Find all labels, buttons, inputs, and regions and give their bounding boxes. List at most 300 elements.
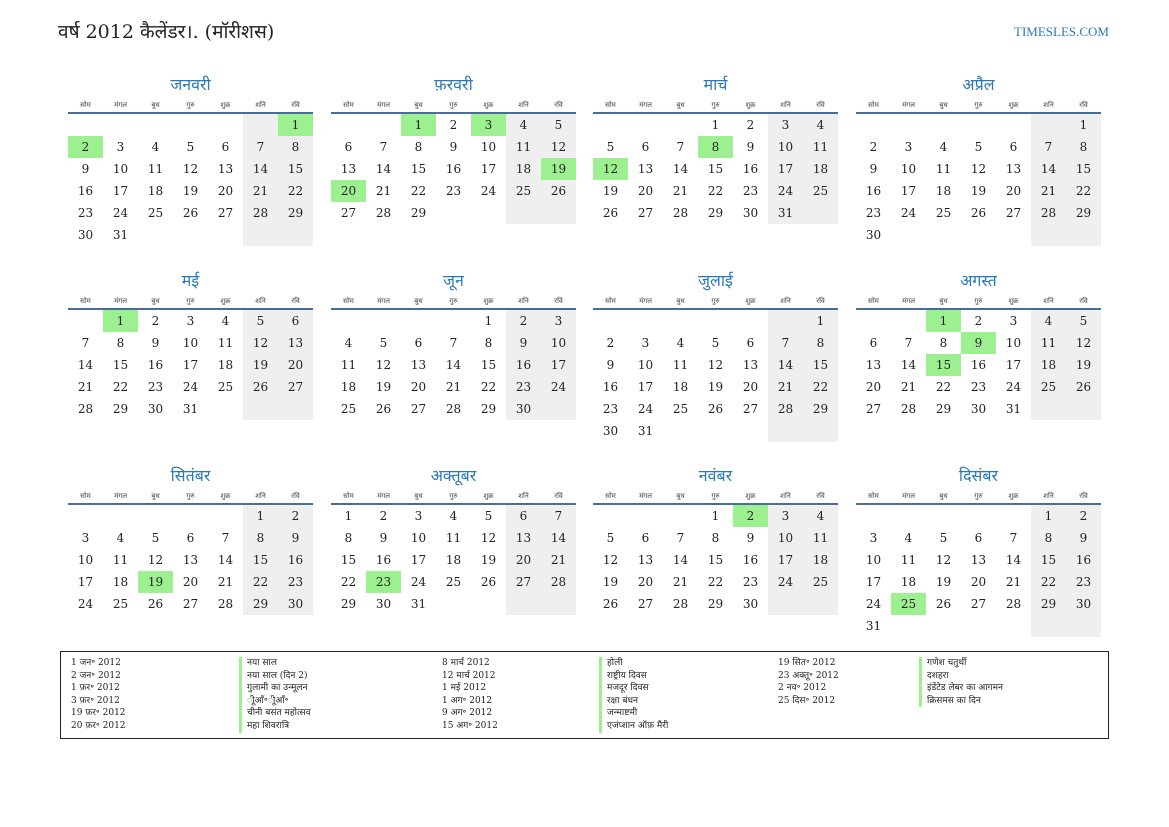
day-cell: 4: [506, 114, 541, 136]
weekday-label: सोम: [343, 297, 354, 305]
day-cell: 11: [672, 358, 689, 372]
day-cell: 24: [410, 575, 427, 589]
day-cell: 9: [961, 332, 996, 354]
day-cell: 20: [970, 575, 987, 589]
day-cell: 25: [147, 206, 164, 220]
weekday-label: शुक्र: [1008, 492, 1019, 500]
day-cell: 12: [243, 332, 278, 354]
day-cell: 31: [768, 202, 803, 224]
day-cell: 8: [803, 332, 838, 354]
weekday-label: गुरु: [711, 101, 720, 109]
day-cell: 19: [602, 184, 619, 198]
day-grid: [856, 310, 1101, 420]
day-cell: 30: [278, 593, 313, 615]
day-cell: 6: [344, 140, 353, 154]
day-cell: 13: [1005, 162, 1022, 176]
day-cell: 3: [541, 310, 576, 332]
day-cell: 1: [484, 314, 493, 328]
day-cell: 26: [480, 575, 497, 589]
day-cell: 20: [410, 380, 427, 394]
day-cell: 18: [445, 553, 462, 567]
day-cell: 16: [278, 549, 313, 571]
day-cell: 4: [803, 114, 838, 136]
day-cell: 21: [672, 184, 689, 198]
day-cell: 12: [602, 553, 619, 567]
day-cell-empty: [663, 114, 698, 136]
day-cell: 24: [1005, 380, 1022, 394]
day-cell: 16: [506, 354, 541, 376]
day-cell: 6: [974, 531, 983, 545]
day-cell: 4: [449, 509, 458, 523]
day-cell: 30: [865, 228, 882, 242]
day-cell-empty: [243, 398, 278, 420]
day-cell: 7: [768, 332, 803, 354]
month-name: जुलाई: [698, 271, 733, 290]
day-cell: 24: [182, 380, 199, 394]
day-cell-empty: [1066, 615, 1101, 637]
holiday-name: नया साल: [239, 657, 311, 670]
day-cell-empty: [138, 224, 173, 246]
day-cell: 31: [1005, 402, 1022, 416]
month-name: सितंबर: [170, 466, 211, 485]
day-cell: 15: [1066, 158, 1101, 180]
day-cell: 17: [182, 358, 199, 372]
day-cell: 14: [445, 358, 462, 372]
day-cell: 17: [112, 184, 129, 198]
day-cell: 20: [331, 180, 366, 202]
day-cell: 10: [1005, 336, 1022, 350]
day-cell-empty: [628, 114, 663, 136]
day-cell: 21: [217, 575, 234, 589]
day-cell: 6: [414, 336, 423, 350]
day-cell: 1: [711, 509, 720, 523]
holiday-date: 1 जन॰ 2012: [71, 658, 121, 668]
month-12: [856, 463, 1101, 637]
holiday-name: जन्माष्टमी: [599, 707, 668, 720]
day-cell-empty: [593, 310, 628, 332]
day-cell: 13: [637, 553, 654, 567]
weekday-label: गुरु: [711, 492, 720, 500]
day-cell: 31: [637, 424, 654, 438]
day-cell-empty: [68, 505, 103, 527]
day-cell: 10: [480, 140, 497, 154]
weekday-label: रवि: [554, 101, 563, 109]
day-grid: [68, 505, 313, 615]
day-cell-empty: [208, 114, 243, 136]
day-cell: 25: [672, 402, 689, 416]
day-cell: 16: [77, 184, 94, 198]
day-cell-empty: [768, 420, 803, 442]
day-cell: 10: [768, 527, 803, 549]
day-cell: 27: [637, 206, 654, 220]
holiday-list: [60, 651, 1109, 739]
day-cell: 1: [1031, 505, 1066, 527]
day-cell: 6: [746, 336, 755, 350]
day-grid: [331, 310, 576, 420]
day-cell: 28: [1005, 597, 1022, 611]
day-cell-empty: [961, 114, 996, 136]
day-cell: 5: [151, 531, 160, 545]
weekday-label: मंगल: [902, 492, 915, 500]
day-cell: 18: [112, 575, 129, 589]
holiday-name: महा शिवरात्रि: [239, 720, 311, 733]
day-grid: [856, 505, 1101, 637]
day-cell: 23: [742, 184, 759, 198]
day-cell: 24: [77, 597, 94, 611]
weekday-label: गुरु: [449, 101, 458, 109]
day-cell: 26: [707, 402, 724, 416]
site-link[interactable]: TIMESLES.COM: [1014, 24, 1109, 39]
day-cell-empty: [628, 310, 663, 332]
day-cell: 4: [151, 140, 160, 154]
day-cell: 31: [865, 619, 882, 633]
month-name: दिसंबर: [958, 466, 999, 485]
day-cell: 8: [344, 531, 353, 545]
holiday-date: 15 अग॰ 2012: [442, 720, 498, 731]
day-cell: 3: [186, 314, 195, 328]
holiday-date: 25 दिस॰ 2012: [778, 695, 836, 706]
day-cell: 20: [217, 184, 234, 198]
day-cell: 12: [970, 162, 987, 176]
day-cell-empty: [331, 310, 366, 332]
day-cell: 19: [707, 380, 724, 394]
day-cell: 10: [900, 162, 917, 176]
day-cell-empty: [401, 310, 436, 332]
day-cell-empty: [891, 310, 926, 332]
month-name: मार्च: [703, 75, 728, 94]
day-cell: 18: [340, 380, 357, 394]
day-cell-empty: [541, 593, 576, 615]
day-cell: 21: [1031, 180, 1066, 202]
day-cell: 13: [217, 162, 234, 176]
day-cell: 25: [1031, 376, 1066, 398]
day-cell: 10: [637, 358, 654, 372]
day-cell: 17: [865, 575, 882, 589]
weekday-label: बुध: [414, 297, 423, 305]
day-cell: 7: [81, 336, 90, 350]
weekday-label: बुध: [676, 101, 685, 109]
day-cell: 8: [1066, 136, 1101, 158]
day-cell: 7: [904, 336, 913, 350]
weekday-label: रवि: [816, 492, 825, 500]
day-cell-empty: [471, 202, 506, 224]
day-cell-empty: [996, 505, 1031, 527]
day-grid: [68, 114, 313, 246]
day-cell-empty: [663, 310, 698, 332]
weekday-label: गुरु: [186, 297, 195, 305]
month-4: [856, 72, 1101, 246]
weekday-label: बुध: [939, 101, 948, 109]
weekday-label: बुध: [414, 492, 423, 500]
day-cell: 23: [506, 376, 541, 398]
day-cell: 9: [1066, 527, 1101, 549]
day-cell: 14: [217, 553, 234, 567]
day-cell: 10: [768, 136, 803, 158]
day-cell: 8: [278, 136, 313, 158]
weekday-label: रवि: [554, 297, 563, 305]
day-cell: 26: [602, 597, 619, 611]
day-cell: 17: [637, 380, 654, 394]
day-cell: 7: [449, 336, 458, 350]
day-cell: 10: [112, 162, 129, 176]
day-cell: 27: [217, 206, 234, 220]
day-cell: 30: [375, 597, 392, 611]
day-cell: 3: [768, 114, 803, 136]
holiday-name: एजंप्शान ऑफ़ मैरी: [599, 720, 668, 733]
day-cell: 24: [900, 206, 917, 220]
day-cell-empty: [103, 505, 138, 527]
day-cell: 22: [410, 184, 427, 198]
day-cell: 21: [375, 184, 392, 198]
day-cell-empty: [926, 114, 961, 136]
day-cell-empty: [926, 224, 961, 246]
weekday-label: सोम: [605, 101, 616, 109]
day-cell: 9: [746, 531, 755, 545]
weekday-label: मंगल: [114, 492, 127, 500]
day-cell: 9: [746, 140, 755, 154]
day-cell-empty: [366, 310, 401, 332]
weekday-label: शुक्र: [1008, 297, 1019, 305]
weekday-header: [331, 489, 576, 505]
day-cell: 24: [768, 180, 803, 202]
day-cell: 2: [68, 136, 103, 158]
day-cell: 18: [803, 158, 838, 180]
weekday-label: गुरु: [974, 297, 983, 305]
day-cell-empty: [803, 420, 838, 442]
day-cell: 26: [970, 206, 987, 220]
day-cell: 7: [243, 136, 278, 158]
day-cell: 11: [112, 553, 129, 567]
day-cell: 12: [1066, 332, 1101, 354]
day-cell: 12: [182, 162, 199, 176]
day-cell: 24: [480, 184, 497, 198]
day-cell: 18: [803, 549, 838, 571]
day-cell: 8: [939, 336, 948, 350]
day-cell: 19: [541, 158, 576, 180]
day-cell: 3: [1009, 314, 1018, 328]
holiday-name: गणेश चतुर्थी: [919, 657, 1003, 670]
holiday-date: 9 अग॰ 2012: [442, 708, 493, 719]
day-cell: 24: [541, 376, 576, 398]
weekday-label: शनि: [255, 492, 266, 500]
day-cell: 27: [970, 597, 987, 611]
day-cell: 16: [742, 162, 759, 176]
day-grid: [331, 505, 576, 615]
page-title: वर्ष 2012 कैलेंडर।. (मॉरीशस): [58, 21, 275, 43]
month-2: [331, 72, 576, 224]
holiday-date: 8 मार्च 2012: [442, 658, 490, 668]
day-cell: 20: [742, 380, 759, 394]
day-cell: 29: [340, 597, 357, 611]
day-cell: 19: [138, 571, 173, 593]
day-cell: 30: [742, 597, 759, 611]
day-cell: 26: [935, 597, 952, 611]
day-cell: 28: [1031, 202, 1066, 224]
day-cell: 29: [935, 402, 952, 416]
day-cell-empty: [138, 505, 173, 527]
day-cell: 22: [707, 575, 724, 589]
day-cell: 31: [112, 228, 129, 242]
day-cell: 20: [278, 354, 313, 376]
day-cell: 2: [506, 310, 541, 332]
day-cell: 15: [112, 358, 129, 372]
day-cell-empty: [891, 505, 926, 527]
holiday-names-col-2: [599, 657, 668, 733]
day-cell: 19: [935, 575, 952, 589]
weekday-label: रवि: [816, 101, 825, 109]
day-cell: 13: [278, 332, 313, 354]
day-cell: 6: [506, 505, 541, 527]
day-cell: 14: [900, 358, 917, 372]
day-cell-empty: [891, 114, 926, 136]
day-cell: 2: [746, 118, 755, 132]
day-cell: 29: [1031, 593, 1066, 615]
day-cell: 18: [506, 158, 541, 180]
day-cell-empty: [733, 310, 768, 332]
holiday-name: होली: [599, 657, 668, 670]
weekday-label: शुक्र: [745, 492, 756, 500]
day-cell-empty: [768, 310, 803, 332]
day-cell: 25: [803, 180, 838, 202]
day-cell: 9: [81, 162, 90, 176]
month-1: [68, 72, 313, 246]
day-cell: 23: [1066, 571, 1101, 593]
weekday-label: बुध: [676, 297, 685, 305]
day-cell: 11: [900, 553, 917, 567]
day-cell: 14: [77, 358, 94, 372]
holiday-date: 19 फ़र॰ 2012: [71, 708, 126, 719]
month-8: [856, 268, 1101, 420]
day-cell: 23: [602, 402, 619, 416]
weekday-label: सोम: [80, 492, 91, 500]
day-cell-empty: [68, 114, 103, 136]
weekday-label: शनि: [518, 492, 529, 500]
holiday-names-col-1: [239, 657, 311, 733]
day-cell: 27: [637, 597, 654, 611]
day-cell: 31: [410, 597, 427, 611]
day-cell-empty: [1031, 615, 1066, 637]
day-grid: [856, 114, 1101, 246]
weekday-label: सोम: [868, 101, 879, 109]
weekday-label: गुरु: [449, 297, 458, 305]
day-cell: 9: [506, 332, 541, 354]
weekday-header: [593, 489, 838, 505]
holiday-name: दशहरा: [919, 670, 1003, 683]
day-cell: 17: [768, 549, 803, 571]
weekday-label: रवि: [554, 492, 563, 500]
day-cell: 28: [768, 398, 803, 420]
day-cell: 1: [926, 310, 961, 332]
weekday-header: [593, 98, 838, 114]
month-7: [593, 268, 838, 442]
weekday-label: सोम: [605, 297, 616, 305]
day-cell-empty: [278, 398, 313, 420]
day-cell: 11: [935, 162, 952, 176]
day-cell: 25: [506, 180, 541, 202]
day-cell: 10: [77, 553, 94, 567]
day-cell: 29: [278, 202, 313, 224]
day-cell: 11: [803, 527, 838, 549]
day-cell-empty: [208, 398, 243, 420]
day-cell: 13: [742, 358, 759, 372]
weekday-label: सोम: [80, 297, 91, 305]
day-cell: 13: [410, 358, 427, 372]
day-cell: 30: [742, 206, 759, 220]
day-cell-empty: [803, 202, 838, 224]
day-cell: 16: [865, 184, 882, 198]
day-cell: 15: [278, 158, 313, 180]
day-cell-empty: [593, 114, 628, 136]
day-cell: 2: [151, 314, 160, 328]
day-cell: 11: [803, 136, 838, 158]
day-cell: 15: [340, 553, 357, 567]
day-cell-empty: [278, 224, 313, 246]
day-cell: 28: [541, 571, 576, 593]
day-cell: 21: [768, 376, 803, 398]
weekday-label: गुरु: [974, 492, 983, 500]
weekday-label: शुक्र: [745, 101, 756, 109]
weekday-label: बुध: [939, 297, 948, 305]
month-9: [68, 463, 313, 615]
day-cell: 17: [480, 162, 497, 176]
weekday-label: शुक्र: [220, 492, 231, 500]
weekday-label: रवि: [291, 492, 300, 500]
day-cell: 15: [803, 354, 838, 376]
day-cell: 3: [869, 531, 878, 545]
day-cell: 28: [445, 402, 462, 416]
weekday-label: शनि: [780, 492, 791, 500]
weekday-header: [856, 294, 1101, 310]
weekday-label: बुध: [676, 492, 685, 500]
day-cell: 26: [602, 206, 619, 220]
holiday-name: क्रिसमस का दिन: [919, 695, 1003, 708]
day-cell: 11: [506, 136, 541, 158]
day-grid: [593, 114, 838, 224]
day-cell-empty: [803, 593, 838, 615]
month-3: [593, 72, 838, 224]
day-cell: 3: [414, 509, 423, 523]
day-cell-empty: [243, 224, 278, 246]
day-cell: 5: [186, 140, 195, 154]
day-cell-empty: [173, 505, 208, 527]
day-cell: 19: [243, 354, 278, 376]
day-cell: 15: [410, 162, 427, 176]
day-cell-empty: [506, 593, 541, 615]
day-cell: 11: [217, 336, 234, 350]
holiday-dates-col-1: [71, 657, 126, 733]
day-cell: 7: [541, 505, 576, 527]
day-cell: 4: [116, 531, 125, 545]
weekday-label: बुध: [414, 101, 423, 109]
day-cell: 16: [375, 553, 392, 567]
day-cell: 6: [641, 140, 650, 154]
month-name: अप्रैल: [962, 75, 995, 94]
day-cell: 10: [541, 332, 576, 354]
day-cell: 7: [1009, 531, 1018, 545]
day-cell: 1: [803, 310, 838, 332]
day-cell: 30: [970, 402, 987, 416]
day-cell: 27: [865, 402, 882, 416]
day-cell: 15: [926, 354, 961, 376]
weekday-label: सोम: [343, 101, 354, 109]
day-cell: 2: [974, 314, 983, 328]
day-cell-empty: [961, 505, 996, 527]
day-cell: 4: [676, 336, 685, 350]
weekday-label: मंगल: [639, 297, 652, 305]
day-cell: 7: [676, 140, 685, 154]
day-cell: 22: [112, 380, 129, 394]
day-cell: 19: [1066, 354, 1101, 376]
